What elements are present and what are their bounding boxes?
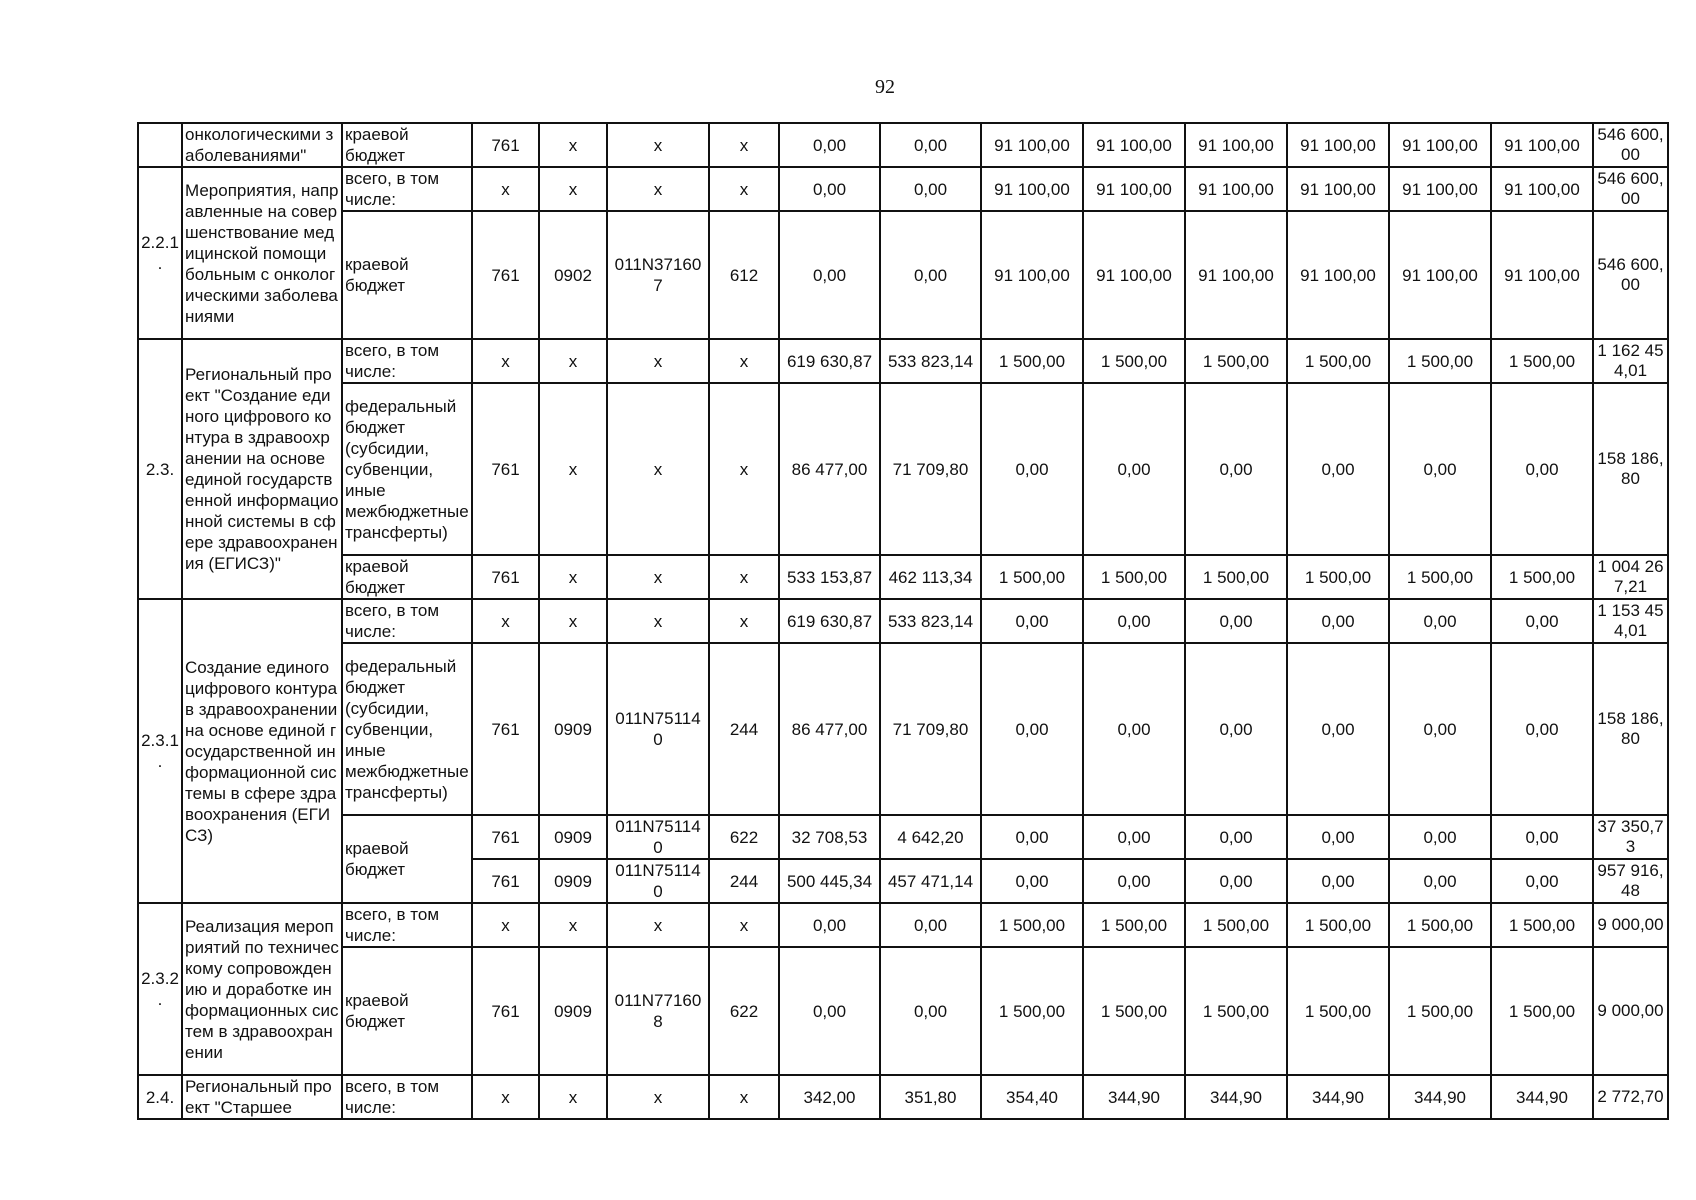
amount-cell: 533 823,14 [880, 339, 981, 383]
section-code-cell: 0909 [539, 643, 607, 815]
amount-cell: 354,40 [981, 1075, 1083, 1119]
grbs-code-cell: 761 [472, 947, 539, 1075]
amount-cell: 0,00 [1287, 859, 1389, 903]
page-number: 92 [875, 76, 895, 98]
total-cell: 546 600, 00 [1593, 211, 1668, 339]
target-article-cell: x [607, 555, 709, 599]
amount-cell: 91 100,00 [1185, 167, 1287, 211]
amount-cell: 344,90 [1185, 1075, 1287, 1119]
amount-cell: 533 153,87 [779, 555, 880, 599]
section-code-cell: 0909 [539, 947, 607, 1075]
amount-cell: 91 100,00 [1185, 123, 1287, 167]
section-code-cell: x [539, 123, 607, 167]
amount-cell: 1 500,00 [1491, 555, 1593, 599]
amount-cell: 1 500,00 [1287, 903, 1389, 947]
amount-cell: 0,00 [1083, 643, 1185, 815]
amount-cell: 91 100,00 [1491, 123, 1593, 167]
expense-type-cell: x [709, 123, 779, 167]
amount-cell: 1 500,00 [981, 903, 1083, 947]
amount-cell: 91 100,00 [1185, 211, 1287, 339]
table-row [138, 1075, 1668, 1119]
table-row [138, 599, 1668, 643]
table-row [138, 167, 1668, 211]
amount-cell: 1 500,00 [1185, 339, 1287, 383]
target-article-cell: x [607, 123, 709, 167]
section-code-cell: x [539, 903, 607, 947]
target-article-cell: x [607, 339, 709, 383]
amount-cell: 91 100,00 [1083, 167, 1185, 211]
amount-cell: 1 500,00 [1083, 555, 1185, 599]
grbs-code-cell: 761 [472, 211, 539, 339]
item-name-cell: Региональный проект "Создание единого цифрового контура в здравоохранении на основе единой государственной информационной системы в сфере здравоохранения (ЕГИСЗ)" [182, 339, 342, 599]
amount-cell: 1 500,00 [1389, 555, 1491, 599]
total-cell: 546 600, 00 [1593, 167, 1668, 211]
funding-source-cell: краевой бюджет [342, 555, 472, 599]
funding-source-cell: всего, в том числе: [342, 599, 472, 643]
amount-cell: 0,00 [779, 903, 880, 947]
section-code-cell: x [539, 339, 607, 383]
grbs-code-cell: x [472, 599, 539, 643]
amount-cell: 344,90 [1491, 1075, 1593, 1119]
amount-cell: 533 823,14 [880, 599, 981, 643]
amount-cell: 71 709,80 [880, 643, 981, 815]
grbs-code-cell: 761 [472, 643, 539, 815]
amount-cell: 0,00 [1491, 383, 1593, 555]
expense-type-cell: x [709, 903, 779, 947]
total-cell: 1 004 26 7,21 [1593, 555, 1668, 599]
target-article-cell: x [607, 383, 709, 555]
amount-cell: 1 500,00 [1083, 903, 1185, 947]
amount-cell: 500 445,34 [779, 859, 880, 903]
amount-cell: 0,00 [981, 815, 1083, 859]
target-article-cell: 011N77160 8 [607, 947, 709, 1075]
amount-cell: 0,00 [1491, 815, 1593, 859]
funding-source-cell: краевой бюджет [342, 123, 472, 167]
section-code-cell: 0909 [539, 859, 607, 903]
target-article-cell: x [607, 167, 709, 211]
amount-cell: 0,00 [1389, 599, 1491, 643]
amount-cell: 91 100,00 [981, 123, 1083, 167]
amount-cell: 1 500,00 [1083, 947, 1185, 1075]
target-article-cell: x [607, 903, 709, 947]
amount-cell: 0,00 [1083, 815, 1185, 859]
amount-cell: 91 100,00 [1491, 211, 1593, 339]
amount-cell: 0,00 [1287, 643, 1389, 815]
target-article-cell: 011N75114 0 [607, 643, 709, 815]
amount-cell: 0,00 [880, 211, 981, 339]
amount-cell: 0,00 [1185, 815, 1287, 859]
grbs-code-cell: 761 [472, 123, 539, 167]
amount-cell: 0,00 [779, 167, 880, 211]
table-row [138, 383, 1668, 555]
table-row [138, 815, 1668, 859]
section-code-cell: x [539, 167, 607, 211]
amount-cell: 1 500,00 [1185, 555, 1287, 599]
amount-cell: 0,00 [1185, 859, 1287, 903]
amount-cell: 0,00 [1083, 383, 1185, 555]
funding-source-cell: всего, в том числе: [342, 339, 472, 383]
item-name-cell: Создание единого цифрового контура в здравоохранении на основе единой государственной информационной системы в сфере здравоохранения (ЕГИСЗ) [182, 599, 342, 903]
table-row [138, 123, 1668, 167]
amount-cell: 86 477,00 [779, 643, 880, 815]
amount-cell: 91 100,00 [1389, 211, 1491, 339]
expense-type-cell: 244 [709, 859, 779, 903]
item-number-cell: 2.3. [138, 339, 182, 599]
amount-cell: 91 100,00 [1389, 123, 1491, 167]
amount-cell: 0,00 [1287, 383, 1389, 555]
amount-cell: 91 100,00 [1491, 167, 1593, 211]
total-cell: 1 162 45 4,01 [1593, 339, 1668, 383]
amount-cell: 1 500,00 [1389, 947, 1491, 1075]
amount-cell: 0,00 [1287, 815, 1389, 859]
table-row [138, 211, 1668, 339]
amount-cell: 0,00 [1185, 383, 1287, 555]
amount-cell: 344,90 [1287, 1075, 1389, 1119]
total-cell: 2 772,70 [1593, 1075, 1668, 1119]
table-row [138, 947, 1668, 1075]
amount-cell: 0,00 [981, 643, 1083, 815]
amount-cell: 91 100,00 [1287, 211, 1389, 339]
amount-cell: 1 500,00 [1491, 339, 1593, 383]
amount-cell: 0,00 [1389, 643, 1491, 815]
item-number-cell: 2.4. [138, 1075, 182, 1119]
total-cell: 9 000,00 [1593, 903, 1668, 947]
total-cell: 37 350,7 3 [1593, 815, 1668, 859]
expense-type-cell: x [709, 599, 779, 643]
target-article-cell: 011N37160 7 [607, 211, 709, 339]
item-number-cell: 2.2.1 . [138, 167, 182, 339]
amount-cell: 91 100,00 [1389, 167, 1491, 211]
section-code-cell: 0909 [539, 815, 607, 859]
amount-cell: 0,00 [1389, 815, 1491, 859]
amount-cell: 0,00 [981, 599, 1083, 643]
amount-cell: 0,00 [1287, 599, 1389, 643]
funding-source-cell: краевой бюджет [342, 211, 472, 339]
table-row [138, 643, 1668, 815]
amount-cell: 457 471,14 [880, 859, 981, 903]
total-cell: 1 153 45 4,01 [1593, 599, 1668, 643]
amount-cell: 1 500,00 [1491, 947, 1593, 1075]
amount-cell: 0,00 [779, 947, 880, 1075]
amount-cell: 1 500,00 [1185, 947, 1287, 1075]
expense-type-cell: 622 [709, 815, 779, 859]
amount-cell: 1 500,00 [1491, 903, 1593, 947]
amount-cell: 71 709,80 [880, 383, 981, 555]
grbs-code-cell: x [472, 339, 539, 383]
item-number-cell: 2.3.2 . [138, 903, 182, 1075]
amount-cell: 619 630,87 [779, 339, 880, 383]
amount-cell: 91 100,00 [1287, 167, 1389, 211]
grbs-code-cell: 761 [472, 815, 539, 859]
amount-cell: 462 113,34 [880, 555, 981, 599]
amount-cell: 0,00 [1083, 599, 1185, 643]
item-number-cell [138, 123, 182, 167]
amount-cell: 0,00 [1389, 859, 1491, 903]
amount-cell: 0,00 [1491, 643, 1593, 815]
section-code-cell: x [539, 599, 607, 643]
amount-cell: 32 708,53 [779, 815, 880, 859]
expense-type-cell: 612 [709, 211, 779, 339]
grbs-code-cell: 761 [472, 859, 539, 903]
amount-cell: 0,00 [1491, 599, 1593, 643]
amount-cell: 91 100,00 [981, 167, 1083, 211]
amount-cell: 86 477,00 [779, 383, 880, 555]
section-code-cell: x [539, 383, 607, 555]
target-article-cell: x [607, 599, 709, 643]
amount-cell: 91 100,00 [1083, 123, 1185, 167]
item-number-cell: 2.3.1 . [138, 599, 182, 903]
table-row [138, 903, 1668, 947]
total-cell: 9 000,00 [1593, 947, 1668, 1075]
grbs-code-cell: 761 [472, 383, 539, 555]
grbs-code-cell: x [472, 1075, 539, 1119]
amount-cell: 0,00 [1185, 599, 1287, 643]
target-article-cell: x [607, 1075, 709, 1119]
grbs-code-cell: x [472, 167, 539, 211]
amount-cell: 91 100,00 [1083, 211, 1185, 339]
funding-source-cell: краевой бюджет [342, 815, 472, 903]
amount-cell: 344,90 [1083, 1075, 1185, 1119]
expense-type-cell: x [709, 339, 779, 383]
target-article-cell: 011N75114 0 [607, 815, 709, 859]
amount-cell: 0,00 [880, 947, 981, 1075]
funding-source-cell: краевой бюджет [342, 947, 472, 1075]
item-name-cell: Мероприятия, направленные на совершенствование медицинской помощи больным с онкологическими заболеваниями [182, 167, 342, 339]
amount-cell: 351,80 [880, 1075, 981, 1119]
amount-cell: 0,00 [1185, 643, 1287, 815]
grbs-code-cell: x [472, 903, 539, 947]
section-code-cell: x [539, 555, 607, 599]
amount-cell: 1 500,00 [1287, 947, 1389, 1075]
total-cell: 957 916, 48 [1593, 859, 1668, 903]
amount-cell: 4 642,20 [880, 815, 981, 859]
amount-cell: 1 500,00 [1389, 903, 1491, 947]
amount-cell: 0,00 [1389, 383, 1491, 555]
table-row [138, 339, 1668, 383]
amount-cell: 0,00 [880, 903, 981, 947]
amount-cell: 0,00 [1491, 859, 1593, 903]
item-name-cell: Реализация мероприятий по техническому сопровождению и доработке информационных систем в здравоохранении [182, 903, 342, 1075]
amount-cell: 0,00 [1083, 859, 1185, 903]
amount-cell: 1 500,00 [1287, 339, 1389, 383]
expense-type-cell: x [709, 1075, 779, 1119]
section-code-cell: 0902 [539, 211, 607, 339]
funding-source-cell: всего, в том числе: [342, 903, 472, 947]
amount-cell: 342,00 [779, 1075, 880, 1119]
amount-cell: 1 500,00 [981, 947, 1083, 1075]
expense-type-cell: 244 [709, 643, 779, 815]
amount-cell: 1 500,00 [1389, 339, 1491, 383]
amount-cell: 91 100,00 [1287, 123, 1389, 167]
amount-cell: 0,00 [779, 123, 880, 167]
amount-cell: 0,00 [981, 859, 1083, 903]
total-cell: 158 186, 80 [1593, 643, 1668, 815]
table-row [138, 555, 1668, 599]
expense-type-cell: x [709, 555, 779, 599]
section-code-cell: x [539, 1075, 607, 1119]
amount-cell: 0,00 [880, 167, 981, 211]
amount-cell: 0,00 [779, 211, 880, 339]
expense-type-cell: 622 [709, 947, 779, 1075]
amount-cell: 1 500,00 [981, 339, 1083, 383]
grbs-code-cell: 761 [472, 555, 539, 599]
total-cell: 546 600, 00 [1593, 123, 1668, 167]
budget-table [137, 122, 1669, 1120]
funding-source-cell: всего, в том числе: [342, 167, 472, 211]
amount-cell: 0,00 [880, 123, 981, 167]
funding-source-cell: федеральный бюджет (субсидии, субвенции, иные межбюджетные трансферты) [342, 643, 472, 815]
amount-cell: 1 500,00 [981, 555, 1083, 599]
item-name-cell: онкологическими заболеваниями" [182, 123, 342, 167]
amount-cell: 1 500,00 [1185, 903, 1287, 947]
amount-cell: 1 500,00 [1083, 339, 1185, 383]
funding-source-cell: всего, в том числе: [342, 1075, 472, 1119]
amount-cell: 1 500,00 [1287, 555, 1389, 599]
amount-cell: 0,00 [981, 383, 1083, 555]
amount-cell: 619 630,87 [779, 599, 880, 643]
total-cell: 158 186, 80 [1593, 383, 1668, 555]
funding-source-cell: федеральный бюджет (субсидии, субвенции, иные межбюджетные трансферты) [342, 383, 472, 555]
expense-type-cell: x [709, 383, 779, 555]
expense-type-cell: x [709, 167, 779, 211]
target-article-cell: 011N75114 0 [607, 859, 709, 903]
amount-cell: 91 100,00 [981, 211, 1083, 339]
item-name-cell: Региональный проект "Старшее [182, 1075, 342, 1119]
amount-cell: 344,90 [1389, 1075, 1491, 1119]
